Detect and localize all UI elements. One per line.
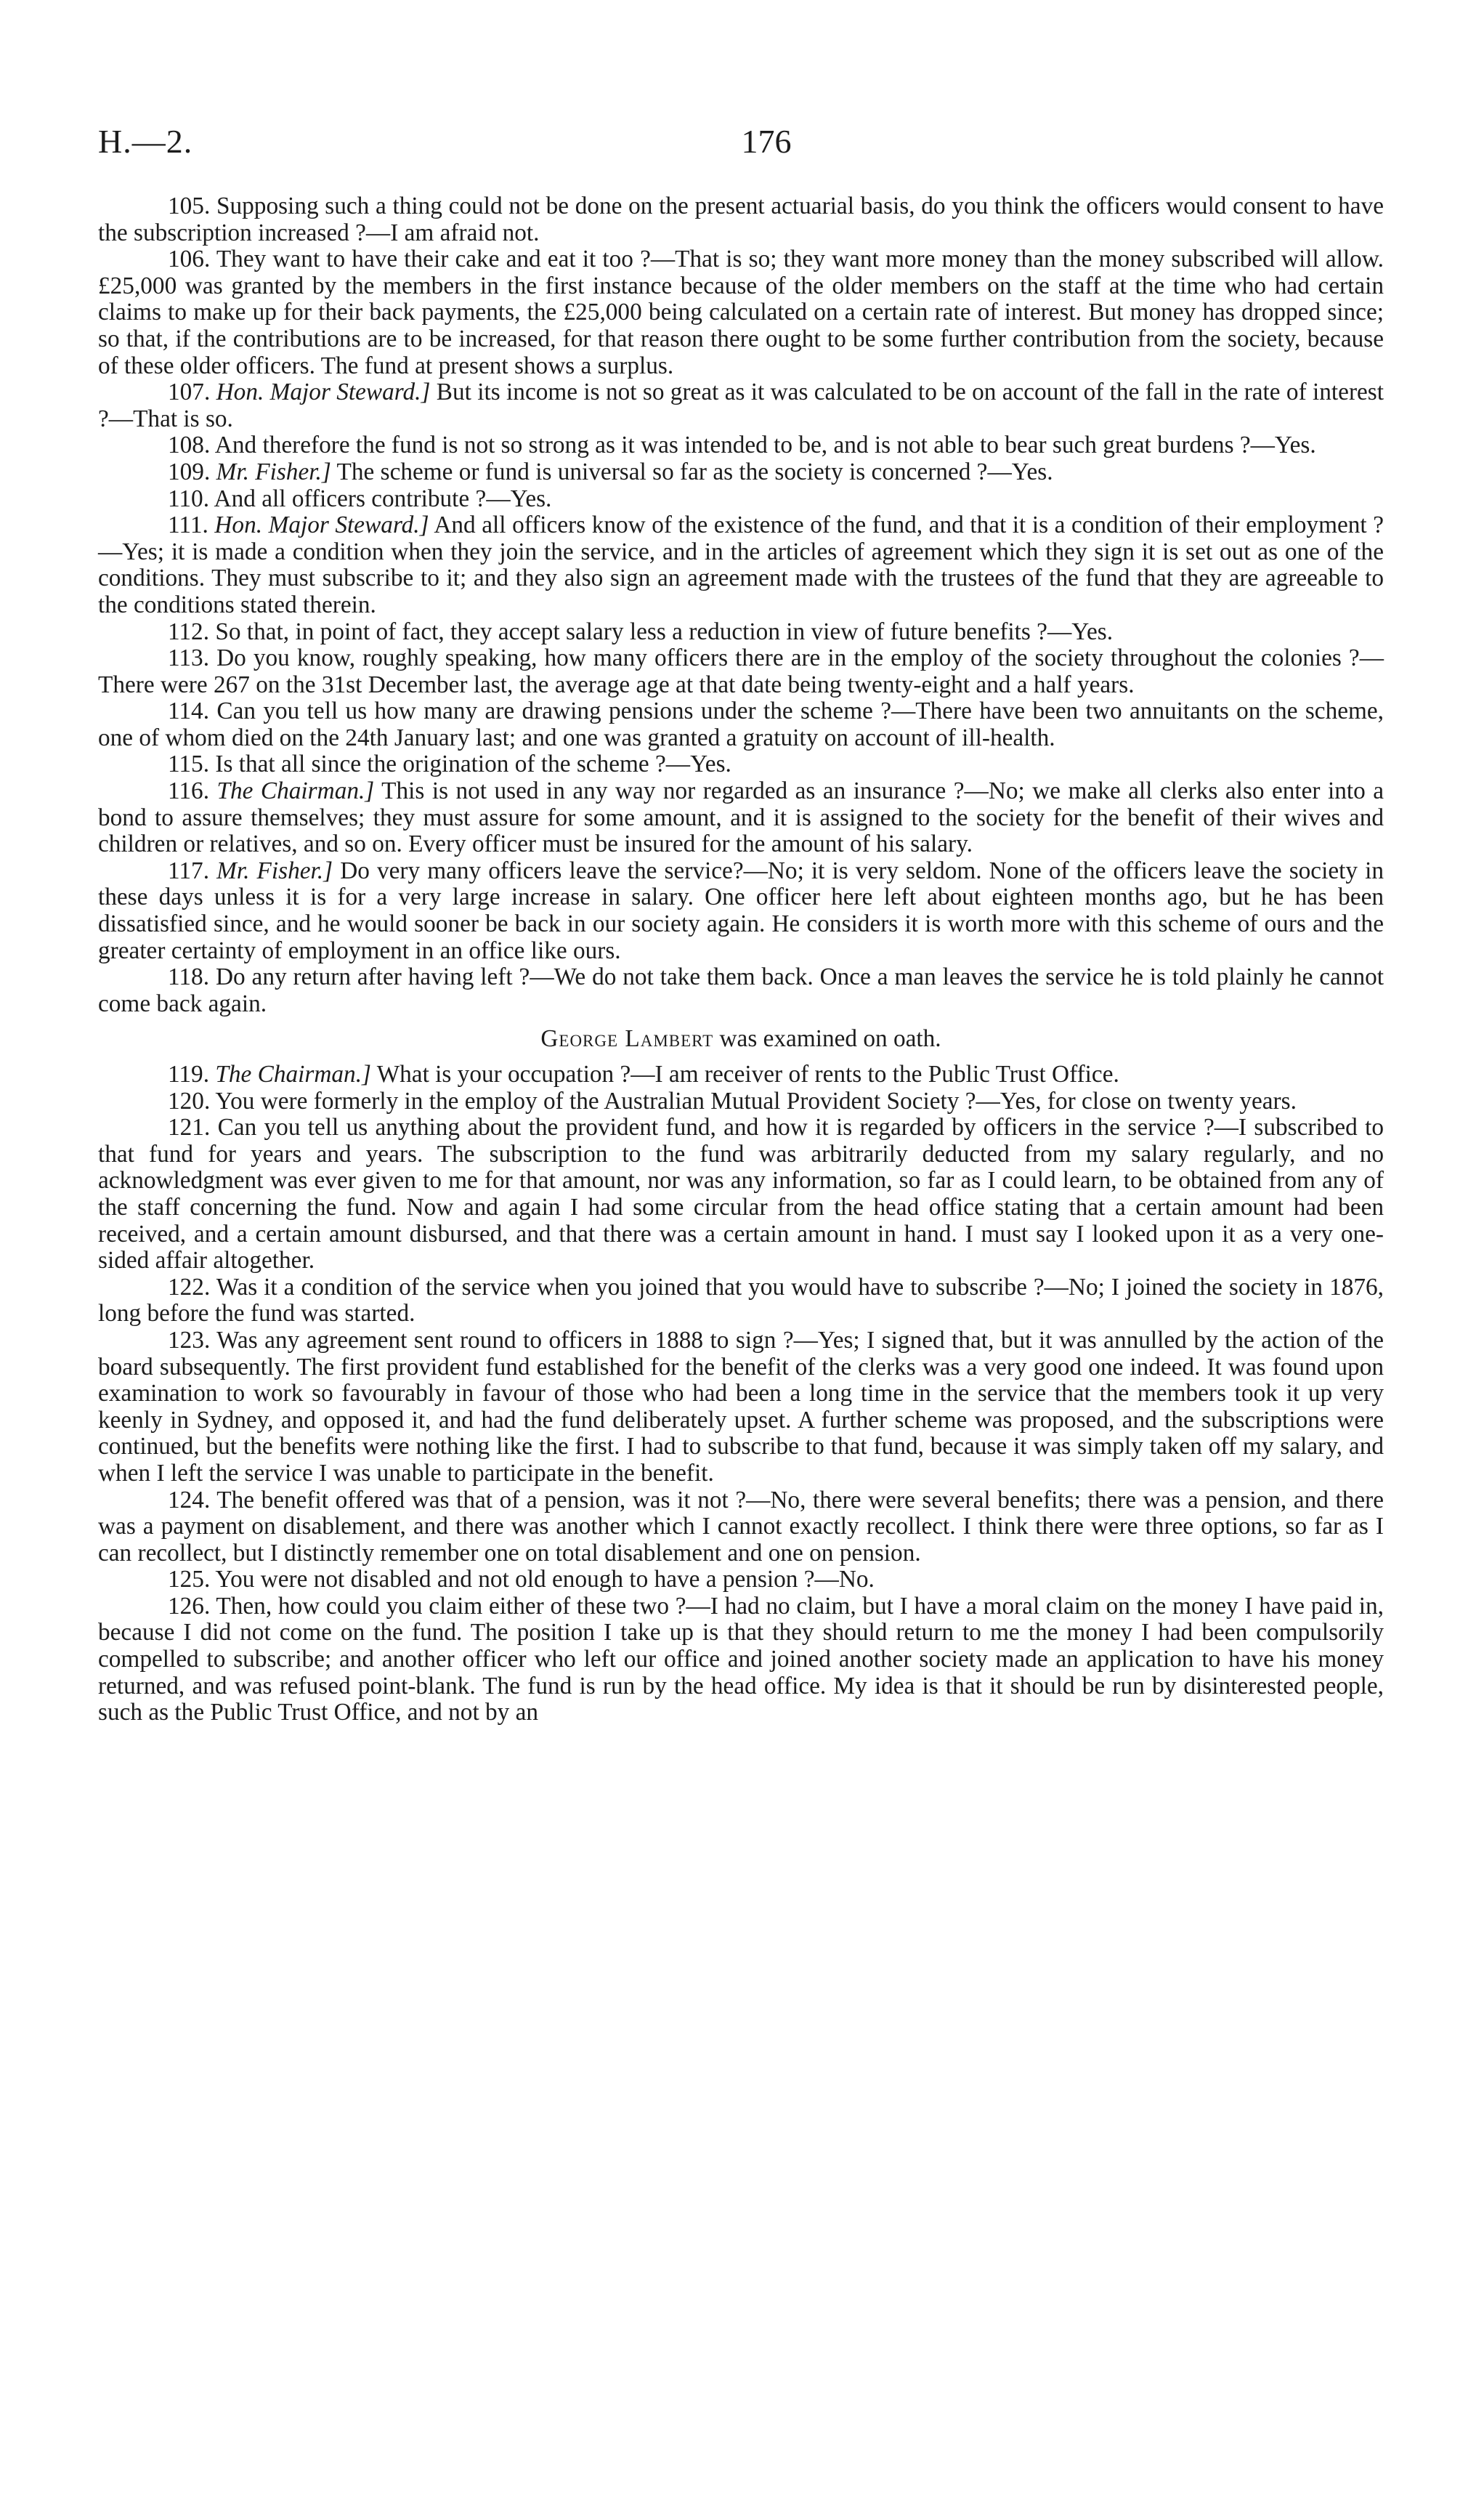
paragraph-text: Was any agreement sent round to officers in 1888 to sign ?—Yes; I signed that, but it was annulled by the action of the board subsequently. The first provident fund established for the benefit of the clerks was a very good one indeed. It was found upon examination to work so favourably in favour of those who had been a long time in the service that the members took it up very keenly in Sydney, and opposed it, and had the fund deliberately upset. A further scheme was proposed, and the subscriptions were continued, but the benefits were nothing like the first. I had to subscribe to that fund, because it was simply taken off my salary, and when I left the service I was unable to participate in the benefit. [98,1326,1384,1487]
paragraph-text: And all officers know of the existence of the fund, and that it is a condition of their employment ?—Yes; it is made a condition when they join the service, and in the articles of agreement which they sign it is set out as one of the conditions. They must subscribe to it; and they also sign an agreement made with the trustees of the fund that they are agreeable to the conditions stated therein. [98,512,1384,618]
paragraph-118 [98,964,1384,1017]
question-number: 109. [168,458,211,485]
paragraph-text: And therefore the fund is not so strong as it was intended to be, and is not able to bear such great burdens ?—Yes. [214,432,1316,459]
paragraph-text: Supposing such a thing could not be done on the present actuarial basis, do you think the officers would consent to have the subscription increased ?—I am afraid not. [98,193,1384,246]
question-number: 116. [168,777,210,805]
paragraph-117 [98,858,1384,964]
question-number: 117. [168,857,210,884]
paragraph-124 [98,1487,1384,1567]
question-number: 114. [168,698,210,725]
paragraph-112 [98,619,1384,646]
question-number: 110. [168,485,210,512]
question-number: 121. [168,1114,211,1141]
paragraph-108 [98,432,1384,459]
witness-heading [98,1026,1384,1053]
paragraph-text: Was it a condition of the service when you joined that you would have to subscribe ?—No; I joined the society in 1876, long before the fund was started. [98,1273,1384,1327]
paragraph-text: So that, in point of fact, they accept salary less a reduction in view of future benefits ?—Yes. [215,618,1114,645]
paragraph-text: Can you tell us anything about the provident fund, and how it is regarded by officers in the service ?—I subscribed to that fund for years and years. The subscription to the fund was arbitrarily deducted from my salary regularly, and no acknowledgment was ever given to me for that amount, nor was any information, so far as I could learn, to be obtained from any of the staff concerning the fund. Now and again I had some circular from the head office stating that a certain amount had been received, and a certain amount disbursed, and that there was a certain amount in hand. I must say I looked upon it as a very one-sided affair altogether. [98,1114,1384,1274]
question-number: 124. [168,1486,211,1513]
body-text [98,193,1384,1726]
paragraph-123 [98,1327,1384,1487]
paragraph-114 [98,698,1384,751]
question-number: 122. [168,1273,211,1301]
paragraph-119 [98,1062,1384,1088]
question-number: 113. [168,644,210,672]
question-number: 115. [168,751,210,778]
question-number: 126. [168,1592,211,1620]
speaker: Hon. Major Steward.] [214,512,429,539]
paragraph-text: Then, how could you claim either of these two ?—I had no claim, but I have a moral claim on the money I have paid in, because I did not come on the fund. The position I take up is that they should return to me the money I had been compulsorily compelled to subscribe; and another officer who left our office and joined another society made an application to have his money returned, and was refused point-blank. The fund is run by the head office. My idea is that it should be run by disinterested people, such as the Public Trust Office, and not by an [98,1592,1384,1726]
paragraph-106 [98,246,1384,379]
paragraph-126 [98,1593,1384,1726]
paragraph-text: You were not disabled and not old enough to have a pension ?—No. [215,1566,875,1593]
page-header [98,122,1384,166]
speaker: Mr. Fisher.] [216,857,333,884]
paragraph-121 [98,1115,1384,1274]
page-number: 176 [741,123,792,160]
question-number: 123. [168,1326,211,1354]
paragraph-122 [98,1274,1384,1327]
paragraph-116 [98,778,1384,858]
paragraph-115 [98,751,1384,778]
paragraph-text: And all officers contribute ?—Yes. [214,485,552,512]
paragraph-105 [98,193,1384,246]
paragraph-111 [98,512,1384,618]
speaker: Mr. Fisher.] [216,458,331,485]
paragraph-text: The scheme or fund is universal so far as the society is concerned ?—Yes. [336,458,1053,485]
paragraph-text: They want to have their cake and eat it too ?—That is so; they want more money than the money subscribed will allow. £25,000 was granted by the members in the first instance because of the older members on the staff at the time who had certain claims to make up for their back payments, the £25,000 being calculated on a certain rate of interest. But money has dropped since; so that, if the contributions are to be increased, for that reason there ought to be some further contribution from the society, because of these older officers. The fund at present shows a surplus. [98,246,1384,379]
paragraph-text: What is your occupation ?—I am receiver of rents to the Public Trust Office. [376,1061,1119,1088]
paragraph-120 [98,1088,1384,1115]
paragraph-text: Do any return after having left ?—We do not take them back. Once a man leaves the service he is told plainly he cannot come back again. [98,963,1384,1017]
question-number: 118. [168,963,210,991]
question-number: 120. [168,1087,211,1115]
paragraph-text: Do very many officers leave the service?—No; it is very seldom. None of the officers leave the society in these days unless it is for a very large increase in salary. One officer here left about eighteen months ago, but he has been dissatisfied since, and he would sooner be back in our society again. He considers it is worth more with this scheme of ours and the greater certainty of employment in an office like ours. [98,857,1384,964]
paragraph-113 [98,645,1384,698]
paragraph-text: The benefit offered was that of a pension, was it not ?—No, there were several benefits; there was a pension, and there was a payment on disablement, and there was another which I cannot exactly recollect. I think there were three options, so far as I can recollect, but I distinctly remember one on total disablement and one on pension. [98,1486,1384,1567]
paragraph-text: Is that all since the origination of the scheme ?—Yes. [215,751,731,778]
paragraph-text: Can you tell us how many are drawing pensions under the scheme ?—There have been two annuitants on the scheme, one of whom died on the 24th January last; and one was granted a gratuity on account of ill-health. [98,698,1384,751]
paragraph-text: Do you know, roughly speaking, how many officers there are in the employ of the society throughout the colonies ?—There were 267 on the 31st December last, the average age at that date being twenty-eight and a half years. [98,644,1384,698]
paragraph-107 [98,379,1384,432]
speaker: The Chairman.] [216,777,375,805]
paragraph-109 [98,459,1384,486]
question-number: 106. [168,246,211,273]
paragraph-110 [98,486,1384,513]
witness-heading-suffix: was examined on oath. [719,1025,941,1053]
speaker: The Chairman.] [215,1061,371,1088]
document-reference: H.—2. [98,123,193,160]
paragraph-text: You were formerly in the employ of the Australian Mutual Provident Society ?—Yes, for close on twenty years. [215,1087,1297,1115]
speaker: Hon. Major Steward.] [216,379,431,406]
paragraph-text: But its income is not so great as it was calculated to be on account of the fall in the rate of interest ?—That is so. [98,379,1384,432]
paragraph-text: This is not used in any way nor regarded as an insurance ?—No; we make all clerks also enter into a bond to assure themselves; they must assure for some amount, and it is assigned to the society for the benefit of their wives and children or relatives, and so on. Every officer must be insured for the amount of his salary. [98,777,1384,858]
question-number: 119. [168,1061,210,1088]
question-number: 105. [168,193,211,219]
question-number: 125. [168,1566,211,1593]
witness-name: George Lambert [540,1025,714,1053]
question-number: 107. [168,379,211,406]
paragraph-125 [98,1567,1384,1593]
question-number: 108. [168,432,211,459]
question-number: 112. [168,618,210,645]
question-number: 111. [168,512,208,539]
